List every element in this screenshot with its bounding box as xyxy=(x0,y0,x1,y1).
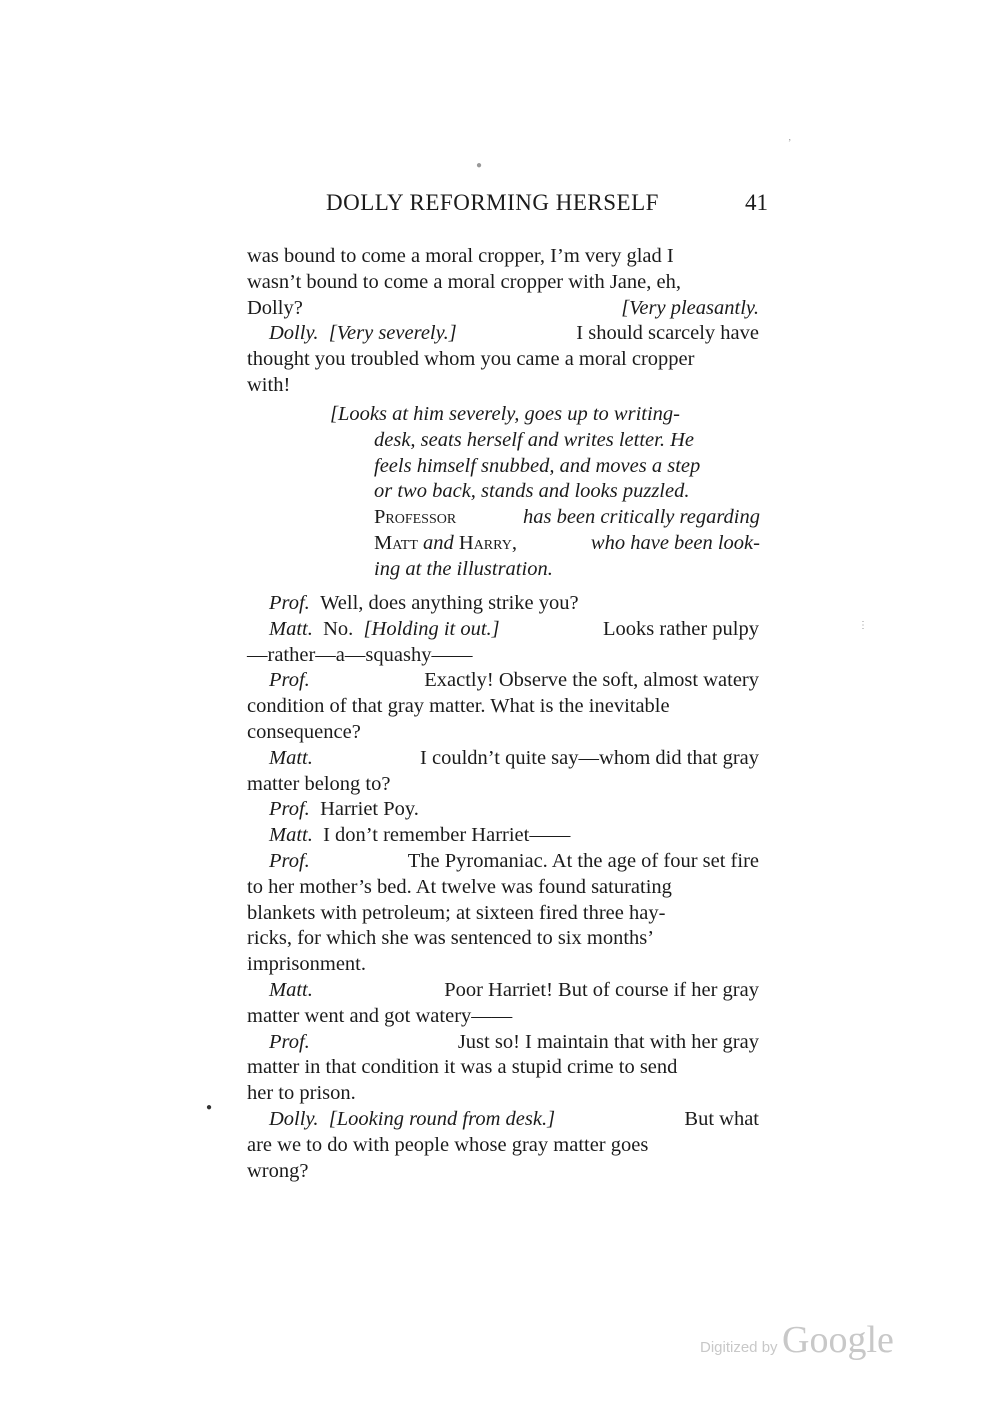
stage-direction-block xyxy=(330,402,760,583)
character-name: Professor xyxy=(374,506,457,529)
text-line: Prof. Harriet Poy. xyxy=(269,798,419,821)
speaker-name: Dolly. xyxy=(269,322,319,345)
dialogue-block xyxy=(247,591,759,1184)
speaker-name: Dolly. xyxy=(269,1107,319,1130)
text-block-top xyxy=(247,244,759,399)
text-line: Dolly. [Looking round from desk.] But what xyxy=(269,1107,759,1130)
text-line: ricks, for which she was sentenced to six months’ xyxy=(247,927,655,950)
text-line: matter went and got watery—— xyxy=(247,1004,513,1027)
scan-speck: ⋮ xyxy=(858,620,868,631)
text-line: thought you troubled whom you came a moral cropper xyxy=(247,348,695,371)
text-line: —rather—a—squashy—— xyxy=(247,643,473,666)
text-line: [Looks at him severely, goes up to writing- xyxy=(330,403,680,425)
text-line: are we to do with people whose gray matter goes xyxy=(247,1133,649,1156)
speaker-name: Prof. xyxy=(269,669,310,692)
stage-direction-inline: [Very severely.] xyxy=(328,322,457,345)
text-line: Dolly? [Very pleasantly. xyxy=(247,296,759,322)
speaker-name: Matt. xyxy=(269,978,313,1001)
text-line: wrong? xyxy=(247,1159,309,1182)
text-line: Prof. Just so! I maintain that with her gray xyxy=(247,1030,759,1056)
text-line: desk, seats herself and writes letter. He xyxy=(374,428,694,451)
text-line: imprisonment. xyxy=(247,953,367,976)
text-line: matter belong to? xyxy=(247,772,391,795)
text-line: Matt. I don’t remember Harriet—— xyxy=(269,824,571,847)
character-name: Harry, xyxy=(458,531,517,554)
text-line: Prof. The Pyromaniac. At the age of four set fire xyxy=(247,849,759,875)
text-line: with! xyxy=(247,373,291,396)
text-line: ing at the illustration. xyxy=(374,557,553,580)
text-line: feels himself snubbed, and moves a step xyxy=(374,454,701,477)
watermark-logo-text: Google xyxy=(782,1319,894,1361)
text-line: Prof. Exactly! Observe the soft, almost watery xyxy=(247,668,759,694)
text-line: Matt and Harry, who have been look- xyxy=(374,531,760,554)
text-line: matter in that condition it was a stupid crime to send xyxy=(247,1056,678,1079)
scan-speck: ’ xyxy=(788,138,792,149)
text-line: Matt. No. [Holding it out.] Looks rather pulpy xyxy=(269,617,759,640)
speaker-name: Prof. xyxy=(269,849,310,872)
speaker-name: Matt. xyxy=(269,824,313,847)
text-line: Prof. Well, does anything strike you? xyxy=(269,592,579,614)
running-header xyxy=(326,190,768,220)
speaker-name: Prof. xyxy=(269,798,310,821)
text-line: Dolly. [Very severely.] I should scarcely have xyxy=(269,322,759,345)
stage-direction-inline: [Looking round from desk.] xyxy=(328,1107,556,1130)
text-line: Matt. Poor Harriet! But of course if her gray xyxy=(247,978,759,1004)
text-line: was bound to come a moral cropper, I’m very glad I xyxy=(247,245,674,267)
text-line: to her mother’s bed. At twelve was found saturating xyxy=(247,875,672,898)
digitized-watermark xyxy=(700,1318,894,1362)
scan-speck: ● xyxy=(206,1102,213,1113)
speaker-name: Matt. xyxy=(269,617,313,640)
text-line: or two back, stands and looks puzzled. xyxy=(374,480,690,503)
watermark-small-text: Digitized by xyxy=(700,1339,778,1356)
text-line: consequence? xyxy=(247,720,361,743)
text-line: Matt. I couldn’t quite say—whom did that gray xyxy=(247,746,759,772)
text-line: condition of that gray matter. What is the inevitable xyxy=(247,695,670,718)
speaker-name: Prof. xyxy=(269,592,310,614)
running-title: DOLLY REFORMING HERSELF xyxy=(326,190,659,215)
scan-speck: ● xyxy=(476,160,483,171)
stage-direction-inline: [Very pleasantly. xyxy=(621,296,759,319)
character-name: Matt xyxy=(374,531,418,554)
text-line: blankets with petroleum; at sixteen fired three hay- xyxy=(247,901,666,924)
speaker-name: Matt. xyxy=(269,746,313,769)
stage-direction-inline: [Holding it out.] xyxy=(363,617,500,640)
text-line: her to prison. xyxy=(247,1082,356,1105)
page-number: 41 xyxy=(745,190,768,215)
speaker-name: Prof. xyxy=(269,1030,310,1053)
text-line: Professor has been critically regarding xyxy=(330,505,760,531)
text-line: wasn’t bound to come a moral cropper with Jane, eh, xyxy=(247,270,681,293)
